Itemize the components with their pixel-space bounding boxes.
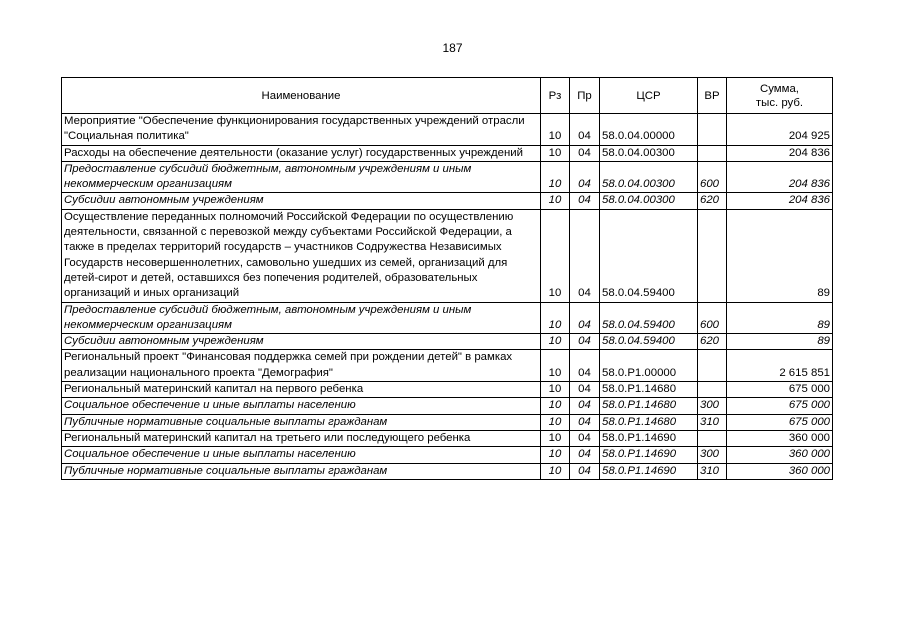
cell-rz: 10 [541,114,570,146]
cell-csr: 58.0.04.00300 [600,145,698,161]
cell-sum: 89 [727,334,833,350]
cell-name: Региональный материнский капитал на третьего или последующего ребенка [62,430,541,446]
cell-sum: 360 000 [727,447,833,463]
cell-name: Региональный материнский капитал на первого ребенка [62,382,541,398]
page-number: 187 [442,41,463,55]
cell-csr: 58.0.04.00300 [600,193,698,209]
cell-pr: 04 [570,414,600,430]
cell-name: Предоставление субсидий бюджетным, автономным учреждениям и иным некоммерческим организациям [62,161,541,193]
cell-pr: 04 [570,398,600,414]
cell-vr: 310 [698,414,727,430]
cell-name: Социальное обеспечение и иные выплаты населению [62,447,541,463]
table-row [62,145,833,161]
cell-vr: 620 [698,193,727,209]
cell-csr: 58.0.P1.14690 [600,463,698,479]
cell-sum: 675 000 [727,414,833,430]
cell-pr: 04 [570,350,600,382]
cell-name: Расходы на обеспечение деятельности (оказание услуг) государственных учреждений [62,145,541,161]
table-row [62,430,833,446]
cell-sum: 89 [727,209,833,302]
cell-sum: 204 836 [727,161,833,193]
cell-sum: 204 836 [727,193,833,209]
cell-pr: 04 [570,334,600,350]
cell-name: Предоставление субсидий бюджетным, автономным учреждениям и иным некоммерческим организациям [62,302,541,334]
budget-table [61,77,833,480]
table-row [62,463,833,479]
cell-sum: 204 925 [727,114,833,146]
cell-csr: 58.0.04.00000 [600,114,698,146]
cell-sum: 360 000 [727,463,833,479]
cell-csr: 58.0.04.59400 [600,209,698,302]
cell-rz: 10 [541,302,570,334]
cell-rz: 10 [541,161,570,193]
header-rz: Рз [541,78,570,114]
cell-sum: 360 000 [727,430,833,446]
table-row [62,302,833,334]
cell-vr [698,145,727,161]
cell-pr: 04 [570,463,600,479]
cell-sum: 675 000 [727,382,833,398]
header-sum-line2: тыс. руб. [755,96,804,109]
table-row [62,350,833,382]
header-name: Наименование [62,78,541,114]
header-vr: ВР [698,78,727,114]
cell-pr: 04 [570,145,600,161]
cell-rz: 10 [541,463,570,479]
cell-vr: 600 [698,161,727,193]
cell-csr: 58.0.P1.14690 [600,447,698,463]
table-row [62,382,833,398]
table-header-row [62,78,833,114]
cell-sum: 89 [727,302,833,334]
header-csr: ЦСР [600,78,698,114]
cell-pr: 04 [570,430,600,446]
cell-name: Социальное обеспечение и иные выплаты населению [62,398,541,414]
cell-name: Публичные нормативные социальные выплаты гражданам [62,414,541,430]
table-row [62,414,833,430]
cell-csr: 58.0.04.59400 [600,334,698,350]
cell-pr: 04 [570,209,600,302]
cell-vr: 300 [698,447,727,463]
cell-name: Субсидии автономным учреждениям [62,334,541,350]
table-row [62,161,833,193]
cell-name: Осуществление переданных полномочий Российской Федерации по осуществлению деятельности, связанной с перевозкой между субъектами Российской Федерации, а также в пределах территорий государств – участников Содружества Независимых Государств несовершеннолетних, самовольно ушедших из семей, организаций для детей-сирот и детей, оставшихся без попечения родителей, образовательных организаций и иных организаций [62,209,541,302]
cell-pr: 04 [570,193,600,209]
table-row [62,193,833,209]
cell-pr: 04 [570,161,600,193]
table-row [62,398,833,414]
cell-vr: 600 [698,302,727,334]
cell-rz: 10 [541,447,570,463]
cell-name: Мероприятие "Обеспечение функционирования государственных учреждений отрасли "Социальная политика" [62,114,541,146]
cell-csr: 58.0.04.00300 [600,161,698,193]
cell-vr [698,209,727,302]
cell-pr: 04 [570,447,600,463]
cell-rz: 10 [541,398,570,414]
table-row [62,334,833,350]
cell-csr: 58.0.04.59400 [600,302,698,334]
cell-vr [698,114,727,146]
cell-sum: 675 000 [727,398,833,414]
cell-name: Региональный проект "Финансовая поддержка семей при рождении детей" в рамках реализации национального проекта "Демография" [62,350,541,382]
cell-rz: 10 [541,414,570,430]
table-row [62,447,833,463]
cell-vr: 300 [698,398,727,414]
cell-csr: 58.0.P1.14680 [600,382,698,398]
cell-rz: 10 [541,145,570,161]
cell-csr: 58.0.P1.14680 [600,414,698,430]
cell-rz: 10 [541,334,570,350]
table-row [62,114,833,146]
cell-sum: 2 615 851 [727,350,833,382]
header-sum [727,78,833,114]
cell-vr [698,382,727,398]
cell-rz: 10 [541,193,570,209]
cell-name: Субсидии автономным учреждениям [62,193,541,209]
cell-name: Публичные нормативные социальные выплаты гражданам [62,463,541,479]
cell-rz: 10 [541,209,570,302]
cell-csr: 58.0.P1.00000 [600,350,698,382]
cell-pr: 04 [570,114,600,146]
table-row [62,209,833,302]
header-pr: Пр [570,78,600,114]
cell-rz: 10 [541,430,570,446]
cell-sum: 204 836 [727,145,833,161]
cell-rz: 10 [541,382,570,398]
header-sum-line1: Сумма, [760,82,799,95]
cell-vr: 620 [698,334,727,350]
cell-vr [698,350,727,382]
cell-pr: 04 [570,302,600,334]
cell-rz: 10 [541,350,570,382]
cell-csr: 58.0.P1.14680 [600,398,698,414]
cell-vr: 310 [698,463,727,479]
cell-pr: 04 [570,382,600,398]
table-body [62,114,833,480]
cell-csr: 58.0.P1.14690 [600,430,698,446]
cell-vr [698,430,727,446]
